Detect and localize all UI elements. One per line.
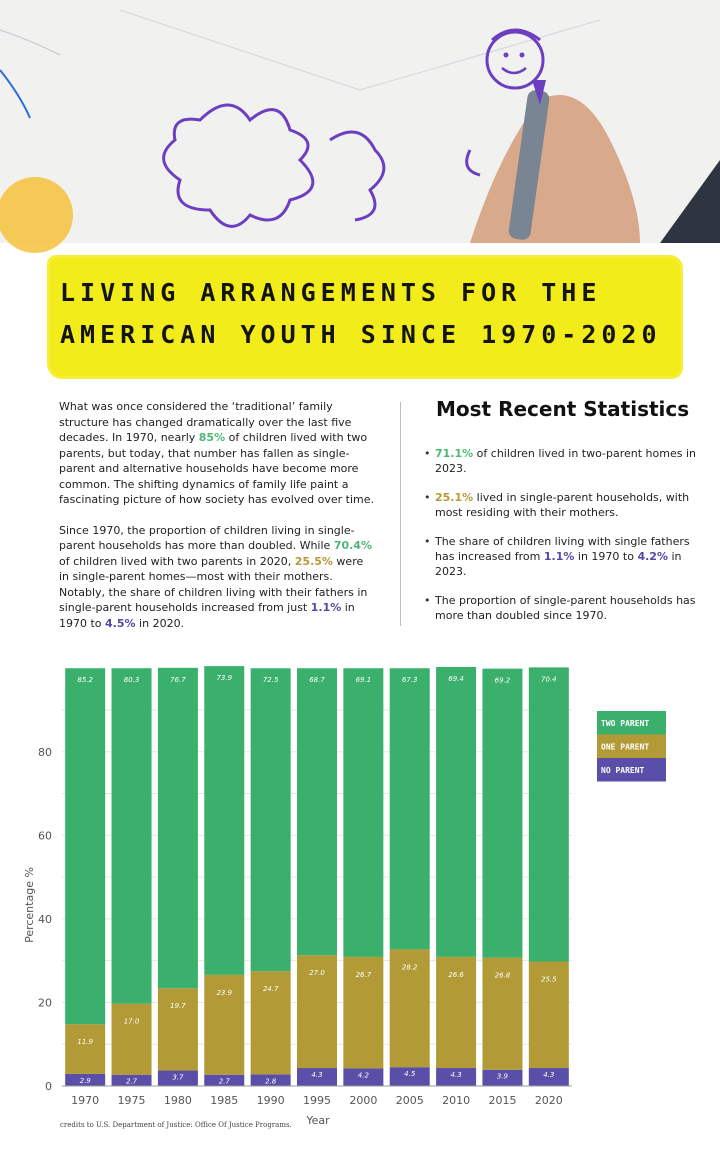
intro-text (59, 399, 375, 646)
bar-segment-two-parent (112, 668, 152, 1003)
bar-segment-two-parent (158, 668, 198, 988)
highlight-single-parent-2020: 25.5% (294, 554, 333, 568)
bar-value-label: 73.9 (216, 674, 233, 683)
x-tick-label: 1990 (256, 1094, 285, 1107)
bar-value-label: 23.9 (216, 988, 233, 997)
bar-segment-two-parent (343, 668, 383, 957)
bar-value-label: 26.6 (448, 970, 464, 979)
bar-segment-one-parent (65, 1024, 105, 1074)
bar-value-label: 27.0 (309, 969, 325, 978)
bar-segment-two-parent (251, 668, 291, 971)
bar-value-label: 80.3 (123, 676, 140, 685)
bar-value-label: 17.0 (123, 1017, 140, 1026)
x-tick-label: 2020 (534, 1094, 563, 1107)
bar-segment-one-parent (112, 1004, 152, 1075)
bar-value-label: 76.7 (170, 675, 186, 684)
bar-value-label: 69.2 (494, 676, 511, 685)
y-axis-label: Percentage % (23, 867, 36, 943)
title-banner (50, 258, 680, 376)
bar-value-label: 28.2 (401, 963, 418, 972)
bar-value-label: 68.7 (309, 676, 325, 685)
x-tick-label: 1975 (117, 1094, 146, 1107)
bar-segment-two-parent (529, 667, 569, 961)
bar-value-label: 4.2 (357, 1071, 369, 1080)
x-tick-label: 2010 (442, 1094, 471, 1107)
stat-item-2: • 25.1% lived in single-parent households, with most residing with their mothers. (424, 490, 696, 520)
bar-value-label: 67.3 (401, 676, 418, 685)
bar-value-label: 4.5 (404, 1070, 416, 1079)
chart-bars (65, 666, 569, 1086)
x-tick-label: 1985 (210, 1094, 239, 1107)
bar-value-label: 2.9 (79, 1076, 91, 1085)
legend-label: ONE PARENT (601, 742, 650, 752)
highlight-two-parent-2020: 70.4% (333, 539, 372, 552)
bar-segment-two-parent (436, 667, 476, 957)
stats-title: Most Recent Statistics (436, 397, 690, 421)
legend-label: TWO PARENT (601, 719, 650, 728)
bar-value-label: 26.7 (355, 970, 372, 979)
x-tick-label: 2015 (488, 1094, 517, 1107)
credit-text: credits to U.S. Department of Justice: Office Of Justice Programs. (60, 1121, 292, 1129)
column-divider (400, 402, 401, 626)
child-drawing-illustration (0, 0, 720, 243)
title-line-2: AMERICAN YOUTH SINCE 1970-2020 (60, 320, 662, 349)
bar-value-label: 4.3 (450, 1071, 462, 1080)
x-tick-label: 1995 (303, 1094, 331, 1107)
highlight-father-2020: 4.5% (105, 616, 136, 630)
highlight-father-1970: 1.1% (310, 601, 342, 614)
bar-value-label: 2.7 (218, 1077, 230, 1086)
legend-label: NO PARENT (601, 766, 645, 775)
bar-value-label: 3.7 (172, 1073, 184, 1082)
bar-value-label: 4.3 (543, 1071, 555, 1080)
title-line-1: LIVING ARRANGEMENTS FOR THE (60, 278, 602, 307)
bar-value-label: 25.5 (541, 975, 557, 984)
chart-legend (597, 711, 666, 782)
bar-segment-two-parent (297, 668, 337, 955)
bar-value-label: 85.2 (77, 676, 93, 685)
bar-segment-two-parent (204, 666, 244, 975)
bar-value-label: 24.7 (262, 985, 279, 994)
bar-segment-two-parent (390, 668, 430, 949)
stat-item-4: • The proportion of single-parent households has more than doubled since 1970. (424, 593, 696, 623)
x-axis-label: Year (306, 1114, 330, 1127)
bar-value-label: 3.9 (496, 1072, 509, 1081)
bar-segment-two-parent (482, 669, 522, 958)
bar-value-label: 2.8 (265, 1077, 277, 1086)
bar-value-label: 69.4 (448, 674, 464, 683)
bar-value-label: 2.7 (125, 1077, 138, 1086)
bar-value-label: 11.9 (77, 1038, 93, 1047)
stacked-bar-chart (0, 674, 720, 1130)
bar-value-label: 19.7 (170, 1002, 186, 1011)
stat-item-1: • 71.1% of children lived in two-parent homes in 2023. (424, 446, 696, 476)
x-tick-label: 1980 (163, 1094, 192, 1107)
y-tick-label: 80 (38, 745, 52, 759)
bar-value-label: 69.1 (355, 676, 372, 685)
bar-value-label: 70.4 (541, 675, 557, 684)
x-tick-label: 1970 (71, 1094, 100, 1107)
bar-segment-one-parent (158, 988, 198, 1070)
intro-paragraph-1: What was once considered the ‘traditional’ family structure has changed dramatically over the last five decades. In 1970, nearly 85% of children lived with two parents, but today, that number has fallen as single-parent and alternative households have become more common. The shifting dynamics of family life paint a fascinating picture of how society has evolved over time. (59, 400, 374, 506)
bar-segment-two-parent (65, 668, 105, 1024)
x-tick-label: 2000 (349, 1094, 378, 1107)
y-tick-label: 60 (38, 829, 52, 843)
bar-value-label: 26.8 (494, 971, 511, 980)
highlight-two-parent-1970: 85% (198, 431, 226, 444)
y-tick-label: 0 (45, 1080, 52, 1093)
stats-list (424, 446, 696, 637)
bar-value-label: 72.5 (262, 676, 279, 685)
x-tick-label: 2005 (395, 1094, 424, 1107)
y-tick-label: 40 (38, 912, 52, 926)
intro-paragraph-2: Since 1970, the proportion of children living in single-parent households has more than doubled. While 70.4% of children lived with two parents in 2020, 25.5% were in single-parent homes—most with their mothers. Notably, the share of children living with their fathers in single-parent households increased from just 1.1% in 1970 to 4.5% in 2020. (59, 523, 372, 630)
bar-value-label: 4.3 (311, 1071, 323, 1080)
stat-item-3: • The share of children living with single fathers has increased from 1.1% in 1970 to 4.2% in 2023. (424, 534, 696, 579)
hero-image (0, 0, 720, 243)
y-tick-label: 20 (38, 996, 52, 1010)
